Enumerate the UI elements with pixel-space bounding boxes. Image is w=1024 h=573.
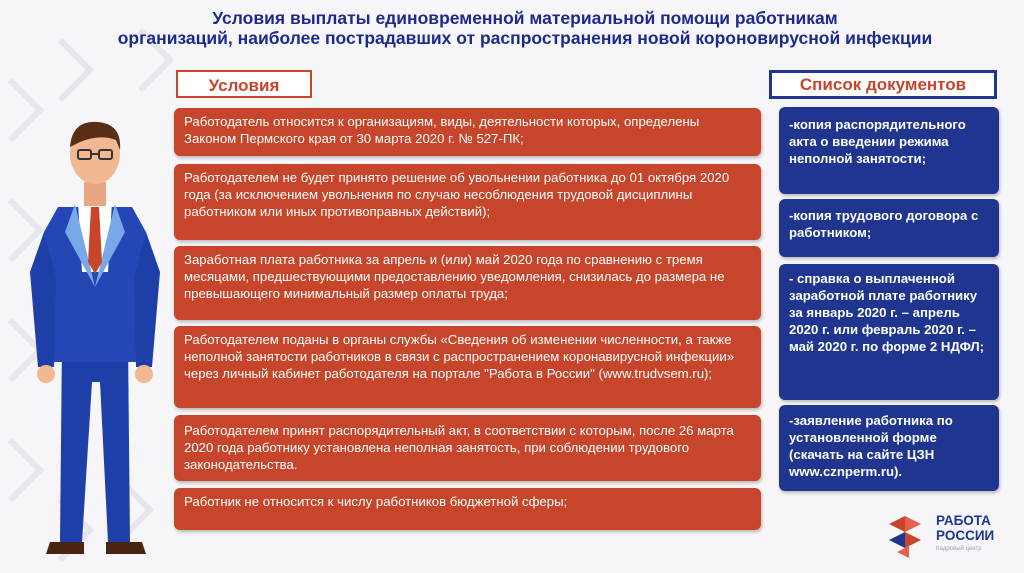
document-item: - справка о выплаченной заработной плате работнику за январь 2020 г. – апрель 2020 г. или февраль 2020 г. – май 2020 г. по форме 2 НДФЛ; <box>779 264 999 400</box>
condition-item: Работодателем поданы в органы службы «Сведения об изменении численности, а также неполной занятости работников в связи с распространением коронавирусной инфекции» через личный кабинет работодателя на портале "Работа в России" (www.trudvsem.ru); <box>174 326 761 408</box>
document-item: -заявление работника по установленной форме (скачать на сайте ЦЗН www.cznperm.ru). <box>779 405 999 491</box>
condition-item: Заработная плата работника за апрель и (или) май 2020 года по сравнению с тремя месяцами, предшествующими предоставлению уведомления, снизилась до размера не превышающего минимальный размер оплаты труда; <box>174 246 761 320</box>
logo-text <box>936 513 994 543</box>
conditions-header: Условия <box>176 70 312 98</box>
logo-subtitle: Кадровый центр <box>936 546 982 552</box>
documents-header: Список документов <box>769 70 997 99</box>
document-item: -копия трудового договора с работником; <box>779 199 999 257</box>
condition-item: Работодателем принят распорядительный акт, в соответствии с которым, после 26 марта 2020 года работнику установлена неполная занятость, при соблюдении трудового законодательства. <box>174 415 761 481</box>
title-line-1: Условия выплаты единовременной материальной помощи работникам <box>212 8 838 28</box>
condition-item: Работник не относится к числу работников бюджетной сферы; <box>174 488 761 530</box>
title-line-2: организаций, наиболее пострадавших от распространения новой короновирусной инфекции <box>117 28 933 48</box>
document-item: -копия распорядительного акта о введении режима неполной занятости; <box>779 107 999 194</box>
logo-line-2: РОССИИ <box>936 528 995 543</box>
condition-item: Работодателем не будет принято решение об увольнении работника до 01 октября 2020 года (за исключением увольнения по случаю несоблюдения трудовой дисциплины работником или иных противоправных действий); <box>174 164 761 240</box>
businessman-illustration <box>20 112 170 562</box>
logo-line-1: РАБОТА <box>936 513 991 528</box>
page-title <box>60 8 990 48</box>
condition-item: Работодатель относится к организациям, виды, деятельности которых, определены Законом Пермского края от 30 марта 2020 г. № 527-ПК; <box>174 108 761 156</box>
